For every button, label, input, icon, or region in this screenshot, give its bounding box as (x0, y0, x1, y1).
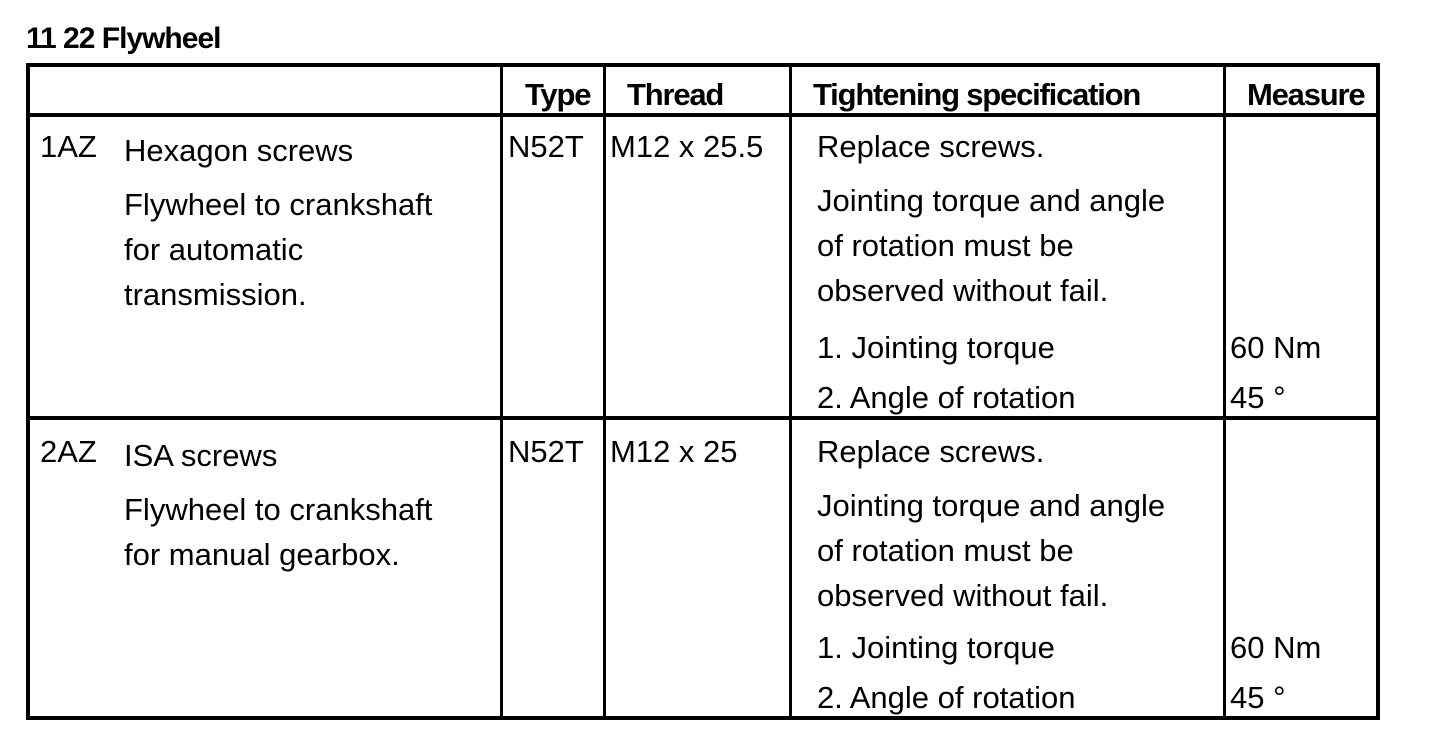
measure-angle-of-rotation: 45 ° (1230, 680, 1286, 715)
note-line: Jointing torque and angle (817, 183, 1166, 218)
spec-step-jointing-torque: 1. Jointing torque (817, 330, 1055, 365)
measure-jointing-torque: 60 Nm (1230, 630, 1322, 665)
measure-angle-of-rotation: 45 ° (1230, 380, 1286, 415)
note-line: observed without fail. (817, 578, 1109, 613)
header-thread: Thread (627, 77, 724, 112)
header-divider (30, 113, 1376, 117)
measure-jointing-torque: 60 Nm (1230, 330, 1322, 365)
description-line: transmission. (124, 277, 307, 312)
header-type: Type (525, 77, 591, 112)
page-title: 11 22 Flywheel (26, 22, 221, 55)
item-id: 1AZ (40, 129, 97, 164)
spec-step-angle-of-rotation: 2. Angle of rotation (817, 680, 1076, 715)
item-id: 2AZ (40, 434, 97, 469)
row-divider (30, 416, 1376, 420)
description-line: for automatic (124, 232, 304, 267)
note-line: Jointing torque and angle (817, 488, 1166, 523)
item-thread: M12 x 25 (610, 434, 738, 469)
description-line: for manual gearbox. (124, 537, 400, 572)
spec-replace: Replace screws. (817, 434, 1045, 469)
item-description (124, 182, 432, 317)
spec-replace: Replace screws. (817, 129, 1045, 164)
item-name: ISA screws (124, 438, 278, 473)
description-line: Flywheel to crankshaft (124, 187, 433, 222)
column-divider (789, 67, 792, 716)
header-tightening-specification: Tightening specification (813, 77, 1141, 112)
spec-step-jointing-torque: 1. Jointing torque (817, 630, 1055, 665)
item-type: N52T (508, 434, 584, 469)
note-line: of rotation must be (817, 533, 1074, 568)
description-line: Flywheel to crankshaft (124, 492, 433, 527)
item-thread: M12 x 25.5 (610, 129, 764, 164)
item-type: N52T (508, 129, 584, 164)
note-line: observed without fail. (817, 273, 1109, 308)
spec-note (817, 483, 1165, 618)
column-divider (603, 67, 606, 716)
column-divider (500, 67, 503, 716)
note-line: of rotation must be (817, 228, 1074, 263)
spec-step-angle-of-rotation: 2. Angle of rotation (817, 380, 1076, 415)
item-description (124, 487, 432, 577)
header-measure: Measure (1247, 77, 1365, 112)
spec-note (817, 178, 1165, 313)
column-divider (1223, 67, 1226, 716)
flywheel-spec-table (26, 63, 1380, 720)
item-name: Hexagon screws (124, 133, 354, 168)
